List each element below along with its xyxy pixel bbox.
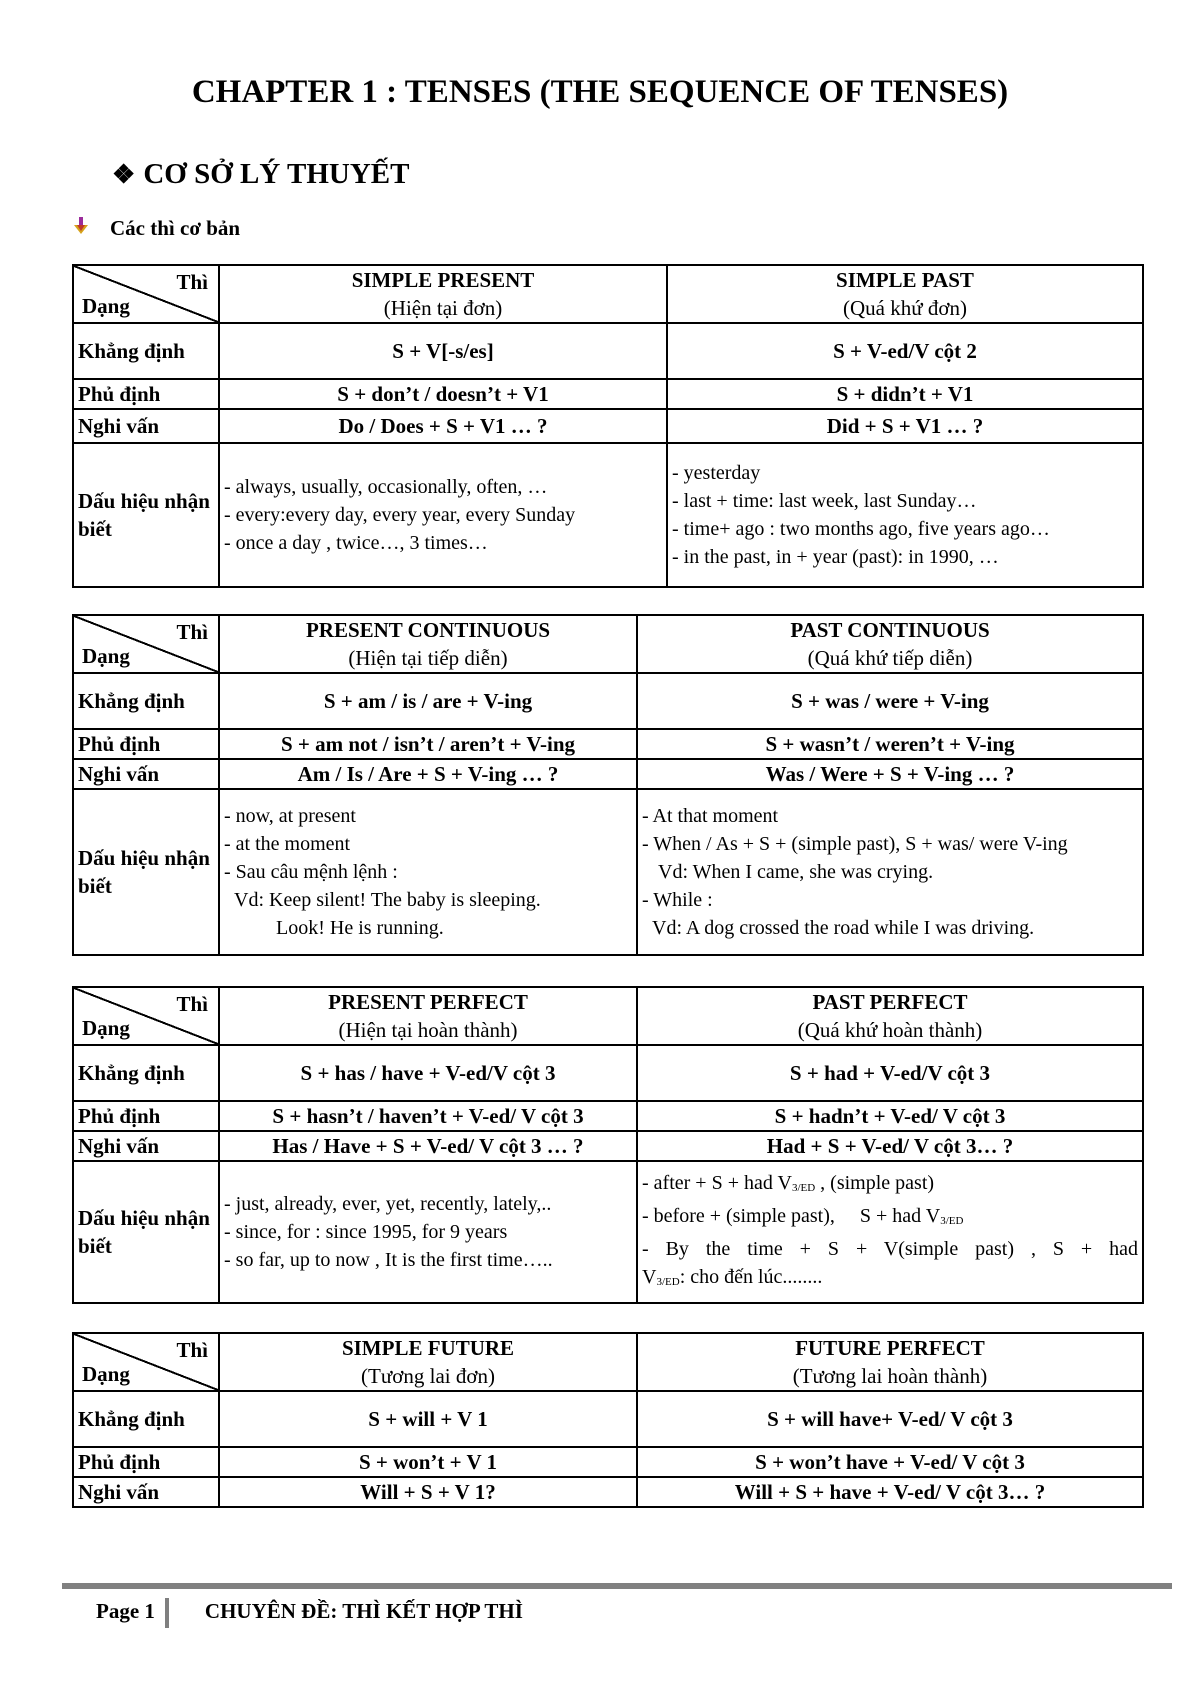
formula-negative: S + won’t have + V-ed/ V cột 3: [637, 1447, 1143, 1477]
footer-divider: [62, 1583, 1172, 1589]
sign-example: Vd: Keep silent! The baby is sleeping.: [234, 889, 541, 911]
formula-negative: S + am not / isn’t / aren’t + V-ing: [219, 729, 637, 759]
sign-item: - By the time + S + V(simple past) , S + had: [642, 1237, 1138, 1260]
formula-question: Was / Were + S + V-ing … ?: [637, 759, 1143, 789]
sign-example: Vd: When I came, she was crying.: [658, 861, 934, 883]
row-label-affirmative: Khẳng định: [73, 323, 219, 379]
formula-negative: S + don’t / doesn’t + V1: [219, 379, 667, 409]
row-label-question: Nghi vấn: [73, 409, 219, 443]
header-simple-past: [667, 265, 1143, 323]
sign-item: - time+ ago : two months ago, five years ago…: [672, 518, 1050, 540]
corner-thi: Thì: [176, 620, 208, 644]
header-present-continuous: [219, 615, 637, 673]
formula-question: Did + S + V1 … ?: [667, 409, 1143, 443]
formula-negative: S + wasn’t / weren’t + V-ing: [637, 729, 1143, 759]
row-label-signs: Dấu hiệu nhận biết: [73, 443, 219, 587]
page-footer: [96, 1594, 523, 1628]
header-past-perfect: [637, 987, 1143, 1045]
sign-item: - always, usually, occasionally, often, …: [224, 476, 548, 498]
row-label-negative: Phủ định: [73, 1101, 219, 1131]
row-label-signs: Dấu hiệu nhận biết: [73, 789, 219, 955]
tense-vn: (Hiện tại hoàn thành): [338, 1018, 518, 1042]
header-simple-present: [219, 265, 667, 323]
row-label-affirmative: Khẳng định: [73, 673, 219, 729]
row-label-affirmative: Khẳng định: [73, 1391, 219, 1447]
page-title: CHAPTER 1 : TENSES (THE SEQUENCE OF TENSES): [191, 74, 1009, 110]
tense-vn: (Hiện tại đơn): [383, 296, 503, 320]
formula-affirmative: S + V-ed/V cột 2: [667, 323, 1143, 379]
corner-dang: Dạng: [82, 1016, 130, 1040]
formula-negative: S + hadn’t + V-ed/ V cột 3: [637, 1101, 1143, 1131]
sign-item: - at the moment: [224, 833, 351, 855]
tense-vn: (Tương lai hoàn thành): [792, 1364, 988, 1388]
sign-example: Look! He is running.: [276, 917, 444, 939]
diamond-bullet-icon: ❖: [112, 160, 136, 189]
formula-negative: S + won’t + V 1: [219, 1447, 637, 1477]
arrow-down-bullet-icon: [74, 216, 90, 241]
tense-name: SIMPLE PRESENT: [351, 268, 535, 292]
signs-past-continuous: [637, 789, 1143, 955]
row-label-question: Nghi vấn: [73, 1477, 219, 1507]
signs-past-perfect: [637, 1161, 1143, 1303]
corner-thi: Thì: [176, 270, 208, 294]
formula-affirmative: S + had + V-ed/V cột 3: [637, 1045, 1143, 1101]
header-simple-future: [219, 1333, 637, 1391]
signs-simple-past: [667, 443, 1143, 587]
sign-item: $V_{3/ED}$: cho đến lúc........: [642, 1265, 823, 1288]
formula-question: Do / Does + S + V1 … ?: [219, 409, 667, 443]
row-label-signs: Dấu hiệu nhận biết: [73, 1161, 219, 1303]
sign-item: - since, for : since 1995, for 9 years: [224, 1221, 508, 1243]
tense-name: FUTURE PERFECT: [795, 1336, 985, 1360]
signs-present-perfect: [219, 1161, 637, 1303]
tense-name: PAST CONTINUOUS: [790, 618, 990, 642]
formula-question: Am / Is / Are + S + V-ing … ?: [219, 759, 637, 789]
formula-affirmative: S + V[-s/es]: [219, 323, 667, 379]
sign-item: - Sau câu mệnh lệnh :: [224, 861, 398, 883]
sign-item: - At that moment: [642, 805, 779, 827]
formula-affirmative: S + was / were + V-ing: [637, 673, 1143, 729]
corner-dang: Dạng: [82, 644, 130, 668]
corner-cell: [73, 987, 219, 1045]
sign-item: - after + S + had $V_{3/ED}$ , (simple past): [642, 1171, 935, 1194]
sign-item: - When / As + S + (simple past), S + was/ were V-ing: [642, 833, 1068, 855]
sign-item: - last + time: last week, last Sunday…: [672, 490, 977, 512]
formula-negative: S + didn’t + V1: [667, 379, 1143, 409]
tense-vn: (Quá khứ hoàn thành): [797, 1018, 983, 1042]
sign-item: - While :: [642, 889, 713, 911]
tense-table-perfect: [72, 986, 1144, 1304]
tense-table-simple: [72, 264, 1144, 588]
sign-item: - so far, up to now , It is the first time…..: [224, 1249, 553, 1271]
corner-dang: Dạng: [82, 1362, 130, 1386]
sign-item: - once a day , twice…, 3 times…: [224, 532, 488, 554]
header-future-perfect: [637, 1333, 1143, 1391]
tense-vn: (Hiện tại tiếp diễn): [348, 646, 508, 670]
subsection-heading-text: Các thì cơ bản: [110, 216, 241, 240]
sign-item: - just, already, ever, yet, recently, lately,..: [224, 1193, 552, 1215]
section-heading: [112, 158, 409, 191]
section-heading-text: CƠ SỞ LÝ THUYẾT: [143, 158, 410, 190]
row-label-negative: Phủ định: [73, 1447, 219, 1477]
formula-question: Will + S + V 1?: [219, 1477, 637, 1507]
formula-question: Had + S + V-ed/ V cột 3… ?: [637, 1131, 1143, 1161]
page-number: Page 1: [96, 1599, 155, 1623]
formula-question: Has / Have + S + V-ed/ V cột 3 … ?: [219, 1131, 637, 1161]
sign-example: Vd: A dog crossed the road while I was driving.: [652, 917, 1035, 939]
row-label-question: Nghi vấn: [73, 1131, 219, 1161]
header-present-perfect: [219, 987, 637, 1045]
formula-question: Will + S + have + V-ed/ V cột 3… ?: [637, 1477, 1143, 1507]
row-label-negative: Phủ định: [73, 729, 219, 759]
tense-table-future: [72, 1332, 1144, 1508]
formula-affirmative: S + has / have + V-ed/V cột 3: [219, 1045, 637, 1101]
sign-item: - every:every day, every year, every Sunday: [224, 504, 576, 526]
corner-thi: Thì: [176, 1338, 208, 1362]
row-label-negative: Phủ định: [73, 379, 219, 409]
tense-name: SIMPLE FUTURE: [341, 1336, 515, 1360]
formula-affirmative: S + will have+ V-ed/ V cột 3: [637, 1391, 1143, 1447]
sign-item: - in the past, in + year (past): in 1990, …: [672, 546, 999, 568]
row-label-affirmative: Khẳng định: [73, 1045, 219, 1101]
tense-name: PRESENT PERFECT: [328, 990, 528, 1014]
header-past-continuous: [637, 615, 1143, 673]
formula-affirmative: S + am / is / are + V-ing: [219, 673, 637, 729]
sign-item: - now, at present: [224, 805, 356, 827]
sign-item: - before + (simple past), S + had $V_{3/ED}$: [642, 1204, 964, 1227]
corner-cell: [73, 1333, 219, 1391]
footer-topic: CHUYÊN ĐỀ: THÌ KẾT HỢP THÌ: [204, 1599, 523, 1623]
corner-dang: Dạng: [82, 294, 130, 318]
corner-cell: [73, 615, 219, 673]
signs-simple-present: [219, 443, 667, 587]
row-label-question: Nghi vấn: [73, 759, 219, 789]
sign-item: - yesterday: [672, 462, 761, 484]
tense-name: PAST PERFECT: [812, 990, 968, 1014]
footer-bar: [165, 1598, 169, 1628]
formula-affirmative: S + will + V 1: [219, 1391, 637, 1447]
subsection-heading: [74, 216, 240, 241]
tense-name: SIMPLE PAST: [836, 268, 974, 292]
signs-present-continuous: [219, 789, 637, 955]
tense-vn: (Quá khứ đơn): [843, 296, 967, 320]
corner-cell: [73, 265, 219, 323]
tense-vn: (Tương lai đơn): [361, 1364, 495, 1388]
formula-negative: S + hasn’t / haven’t + V-ed/ V cột 3: [219, 1101, 637, 1131]
tense-name: PRESENT CONTINUOUS: [305, 618, 551, 642]
tense-table-continuous: [72, 614, 1144, 956]
tense-vn: (Quá khứ tiếp diễn): [807, 646, 973, 670]
corner-thi: Thì: [176, 992, 208, 1016]
